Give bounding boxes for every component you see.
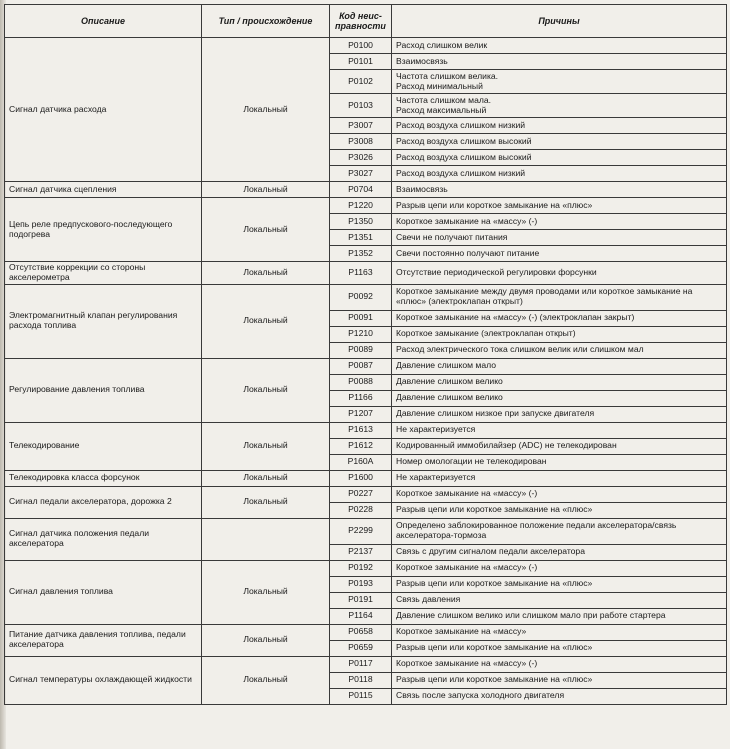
table-row [5, 262, 727, 285]
fault-code: P160A [330, 454, 392, 470]
fault-reason: Расход воздуха слишком низкий [392, 166, 727, 182]
fault-reason: Взаимосвязь [392, 54, 727, 70]
fault-code: P0193 [330, 576, 392, 592]
table-row [5, 198, 727, 214]
fault-reason: Отсутствие периодической регулировки форсунки [392, 262, 727, 285]
fault-code: P0117 [330, 656, 392, 672]
fault-type: Локальный [202, 624, 330, 656]
fault-code: P1600 [330, 470, 392, 486]
fault-type: Локальный [202, 284, 330, 358]
fault-description: Сигнал датчика положения педали акселератора [5, 518, 202, 560]
fault-reason: Разрыв цепи или короткое замыкание на «плюс» [392, 502, 727, 518]
fault-code: P1166 [330, 390, 392, 406]
fault-reason: Разрыв цепи или короткое замыкание на «плюс» [392, 672, 727, 688]
fault-reason: Определено заблокированное положение педали акселератора/связь акселератора-тормоза [392, 518, 727, 544]
fault-reason: Свечи постоянно получают питание [392, 246, 727, 262]
fault-reason: Не характеризуется [392, 422, 727, 438]
fault-code: P0089 [330, 342, 392, 358]
fault-type: Локальный [202, 486, 330, 518]
fault-description: Сигнал температуры охлаждающей жидкости [5, 656, 202, 704]
table-row [5, 656, 727, 672]
fault-reason: Короткое замыкание на «массу» (-) [392, 486, 727, 502]
table-row [5, 624, 727, 640]
fault-reason: Давление слишком велико или слишком мало при работе стартера [392, 608, 727, 624]
header-description: Описание [5, 5, 202, 38]
fault-description: Сигнал педали акселератора, дорожка 2 [5, 486, 202, 518]
fault-code: P3007 [330, 118, 392, 134]
fault-code: P1220 [330, 198, 392, 214]
fault-code: P0658 [330, 624, 392, 640]
fault-code: P0704 [330, 182, 392, 198]
fault-code: P0115 [330, 688, 392, 704]
fault-code: P2299 [330, 518, 392, 544]
fault-type: Локальный [202, 560, 330, 624]
fault-code: P0102 [330, 70, 392, 94]
fault-code: P0101 [330, 54, 392, 70]
fault-reason: Частота слишком велика. Расход минимальный [392, 70, 727, 94]
fault-code: P0227 [330, 486, 392, 502]
fault-description: Сигнал датчика расхода [5, 38, 202, 182]
fault-reason: Давление слишком низкое при запуске двигателя [392, 406, 727, 422]
fault-reason: Связь давления [392, 592, 727, 608]
fault-reason: Короткое замыкание на «массу» (-) [392, 656, 727, 672]
fault-description: Сигнал датчика сцепления [5, 182, 202, 198]
fault-description: Цепь реле предпускового-последующего подогрева [5, 198, 202, 262]
fault-description: Сигнал давления топлива [5, 560, 202, 624]
fault-type: Локальный [202, 358, 330, 422]
fault-type: Локальный [202, 470, 330, 486]
table-row [5, 486, 727, 502]
fault-reason: Номер омологации не телекодирован [392, 454, 727, 470]
fault-reason: Расход воздуха слишком низкий [392, 118, 727, 134]
fault-type: Локальный [202, 198, 330, 262]
table-row [5, 182, 727, 198]
header-type: Тип / происхождение [202, 5, 330, 38]
table-body [5, 38, 727, 705]
fault-reason: Давление слишком велико [392, 374, 727, 390]
fault-reason: Не характеризуется [392, 470, 727, 486]
fault-code: P1613 [330, 422, 392, 438]
fault-reason: Разрыв цепи или короткое замыкание на «плюс» [392, 198, 727, 214]
fault-type [202, 518, 330, 560]
header-reasons: Причины [392, 5, 727, 38]
fault-code: P0228 [330, 502, 392, 518]
fault-reason: Короткое замыкание между двумя проводами или короткое замыкание на «плюс» (электроклапан открыт) [392, 284, 727, 310]
fault-reason: Связь с другим сигналом педали акселератора [392, 544, 727, 560]
fault-codes-table [4, 4, 727, 705]
fault-description: Телекодирование [5, 422, 202, 470]
fault-description: Регулирование давления топлива [5, 358, 202, 422]
table-row [5, 470, 727, 486]
table-row [5, 284, 727, 310]
table-row [5, 38, 727, 54]
fault-type: Локальный [202, 182, 330, 198]
fault-reason: Частота слишком мала. Расход максимальный [392, 94, 727, 118]
table-row [5, 560, 727, 576]
fault-code: P0659 [330, 640, 392, 656]
fault-code: P0091 [330, 310, 392, 326]
fault-type: Локальный [202, 38, 330, 182]
fault-code: P1352 [330, 246, 392, 262]
fault-reason: Расход электрического тока слишком велик или слишком мал [392, 342, 727, 358]
fault-type: Локальный [202, 656, 330, 704]
fault-code: P0118 [330, 672, 392, 688]
fault-reason: Кодированный иммобилайзер (ADC) не телекодирован [392, 438, 727, 454]
fault-reason: Связь после запуска холодного двигателя [392, 688, 727, 704]
fault-reason: Короткое замыкание на «массу» (-) (электроклапан закрыт) [392, 310, 727, 326]
fault-description: Телекодировка класса форсунок [5, 470, 202, 486]
table-row [5, 518, 727, 544]
fault-code: P3027 [330, 166, 392, 182]
fault-code: P0092 [330, 284, 392, 310]
fault-reason: Давление слишком велико [392, 390, 727, 406]
fault-reason: Короткое замыкание на «массу» (-) [392, 560, 727, 576]
fault-code: P0191 [330, 592, 392, 608]
fault-reason: Разрыв цепи или короткое замыкание на «плюс» [392, 640, 727, 656]
fault-type: Локальный [202, 262, 330, 285]
fault-code: P1350 [330, 214, 392, 230]
fault-code: P1164 [330, 608, 392, 624]
fault-code: P1612 [330, 438, 392, 454]
fault-reason: Свечи не получают питания [392, 230, 727, 246]
fault-reason: Взаимосвязь [392, 182, 727, 198]
fault-description: Питание датчика давления топлива, педали акселератора [5, 624, 202, 656]
fault-reason: Короткое замыкание (электроклапан открыт) [392, 326, 727, 342]
fault-reason: Короткое замыкание на «массу» [392, 624, 727, 640]
fault-reason: Расход слишком велик [392, 38, 727, 54]
fault-code: P0192 [330, 560, 392, 576]
fault-code: P3026 [330, 150, 392, 166]
fault-code: P0100 [330, 38, 392, 54]
fault-code: P0087 [330, 358, 392, 374]
fault-code: P0103 [330, 94, 392, 118]
fault-code: P1210 [330, 326, 392, 342]
fault-reason: Давление слишком мало [392, 358, 727, 374]
table-row [5, 422, 727, 438]
table-row [5, 358, 727, 374]
fault-reason: Разрыв цепи или короткое замыкание на «плюс» [392, 576, 727, 592]
fault-reason: Расход воздуха слишком высокий [392, 150, 727, 166]
fault-code: P2137 [330, 544, 392, 560]
fault-code: P1163 [330, 262, 392, 285]
fault-code: P1351 [330, 230, 392, 246]
fault-code: P0088 [330, 374, 392, 390]
table-header-row [5, 5, 727, 38]
fault-type: Локальный [202, 422, 330, 470]
fault-description: Электромагнитный клапан регулирования расхода топлива [5, 284, 202, 358]
fault-code: P3008 [330, 134, 392, 150]
fault-description: Отсутствие коррекции со стороны акселерометра [5, 262, 202, 285]
fault-reason: Короткое замыкание на «массу» (-) [392, 214, 727, 230]
header-code: Код неис-правности [330, 5, 392, 38]
fault-code: P1207 [330, 406, 392, 422]
fault-reason: Расход воздуха слишком высокий [392, 134, 727, 150]
